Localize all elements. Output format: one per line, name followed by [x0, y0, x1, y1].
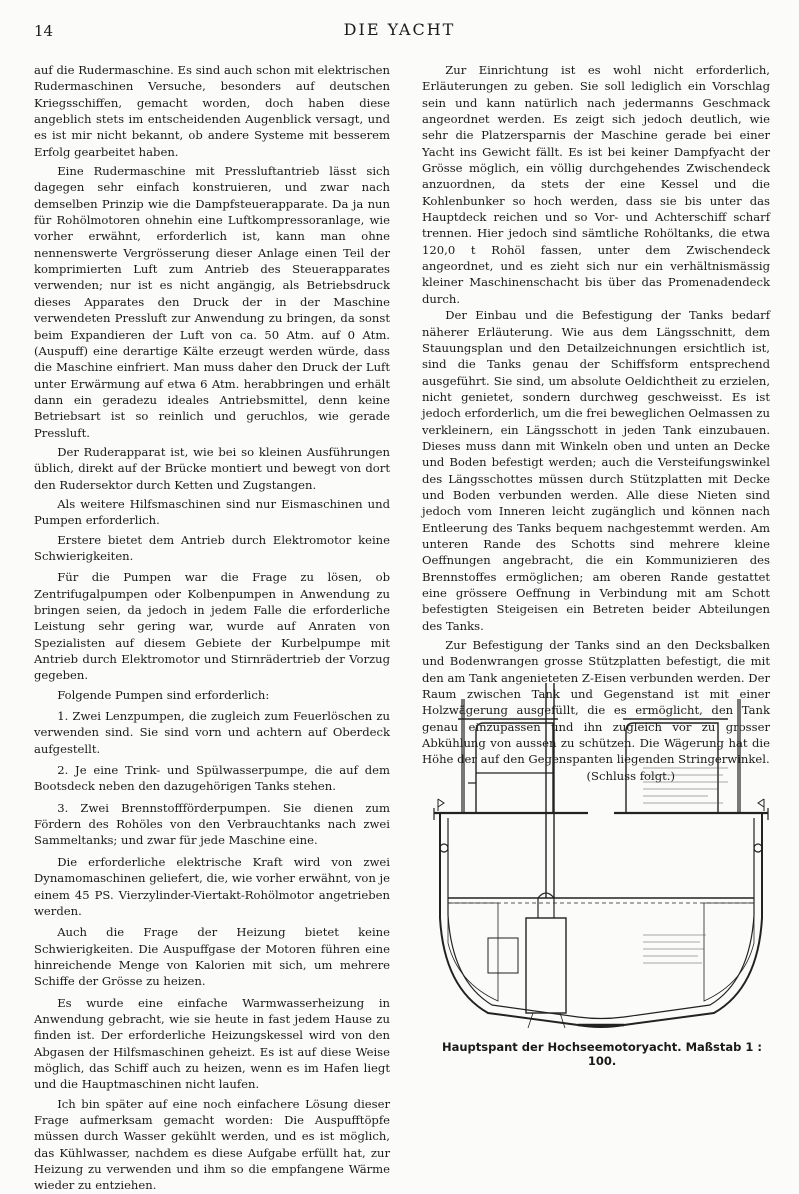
running-title: DIE YACHT: [343, 20, 456, 39]
paragraph: Ich bin später auf eine noch einfachere Lösung dieser Frage aufmerksam gemacht worden: Die Auspufftöpfe müssen durch Wasser gekühlt werden, und es ist möglich, das Kühlwasser, nachdem es diese Aufgabe erfüllt hat, zur Heizung zu verwenden und ihm so die empfangene Wärme wieder zu entziehen.: [34, 1096, 390, 1193]
paragraph: Der Einbau und die Befestigung der Tanks bedarf näherer Erläuterung. Wie aus dem Längsschnitt, dem Stauungsplan und den Detailzeichnungen ersichtlich ist, sind die Tanks genau der Schiffsform entsprechend ausgeführt. Sie sind, um absolute Oeldichtheit zu erzielen, nicht genietet, sondern durchweg geschweisst. Es ist jedoch erforderlich, um die frei beweglichen Oelmassen zu verkleinern, ein Längsschott in jeden Tank einzubauen. Dieses muss dann mit Winkeln oben und unten an Decke und Boden befestigt werden; auch die Versteifungswinkel des Längsschottes müssen durch Stützplatten mit Decke und Boden verbunden werden. Alle diese Nieten sind jedoch vom Inneren leicht zugänglich und können nach Entleerung des Tanks bequem nachgestemmt werden. Am unteren Rande des Schotts sind mehrere kleine Oeffnungen angebracht, die ein Kommunizieren des Brennstoffes ermöglichen; am oberen Rande gestattet eine grössere Oeffnung in Verbindung mit am Schott befestigten Steigeisen ein Betreten beider Abteilungen des Tanks.: [422, 308, 770, 633]
paragraph: Als weitere Hilfsmaschinen sind nur Eismaschinen und Pumpen erforderlich.: [34, 496, 390, 528]
list-item: 1. Zwei Lenzpumpen, die zugleich zum Feuerlöschen zu verwenden sind. Sie sind vorn und achtern auf Oberdeck aufgestellt.: [34, 709, 390, 756]
page-number: 14: [34, 22, 54, 40]
hull-outline: [440, 813, 762, 1027]
paragraph: Zur Einrichtung ist es wohl nicht erforderlich, Erläuterungen zu geben. Sie soll lediglich ein Vorschlag sein und kann natürlich nach jedermanns Geschmack angeordnet werden. Es zeigt sich jedoch deutlich, wie sehr die Platzersparnis der Maschine gerade bei einer Yacht ins Gewicht fällt. Es ist bei keiner Dampfyacht der Grösse möglich, ein völlig durchgehendes Zwischendeck anzuordnen, da stets der eine Kessel und die Kohlenbunker so hoch werden, dass sie bis unter das Hauptdeck reichen und so Vor- und Achterschiff scharf trennen. Hier jedoch sind sämtliche Rohöltanks, die etwa 120,0 t Rohöl fassen, unter dem Zwischendeck angeordnet, und es zieht sich nur ein verhältnismässig kleiner Maschinenschacht bis über das Promenadendeck durch.: [422, 63, 770, 306]
left-text-column: [34, 62, 390, 1194]
paragraph: Auch die Frage der Heizung bietet keine Schwierigkeiten. Die Auspuffgase der Motoren führen eine hinreichende Menge von Kalorien mit sich, um mehrere Schiffe der Grösse zu heizen.: [34, 925, 390, 989]
closing-note: (Schluss folgt.): [586, 768, 675, 783]
paragraph: Es wurde eine einfache Warmwasserheizung in Anwendung gebracht, wie sie heute in fast jedem Hause zu finden ist. Der erforderliche Heizungskessel wird von den Abgasen der Hilfsmaschinen geheizt. Es ist auf diese Weise möglich, das Schiff auch zu heizen, wenn es im Hafen liegt und die Hauptmaschinen nicht laufen.: [34, 995, 390, 1092]
list-item: 3. Zwei Brennstoffförderpumpen. Sie dienen zum Fördern des Rohöles von den Verbrauchtanks nach zwei Sammeltanks; und zwar für jede Maschine eine.: [34, 800, 390, 848]
midship-section-drawing: [428, 683, 774, 1033]
paragraph: Erstere bietet dem Antrieb durch Elektromotor keine Schwierigkeiten.: [34, 532, 390, 563]
paragraph: auf die Rudermaschine. Es sind auch schon mit elektrischen Rudermaschinen Versuche, besonders auf deutschen Kriegsschiffen, gemacht worden, doch haben diese angeblich stets im entscheidenden Augenblick versagt, und es ist mir nicht bekannt, ob andere Systeme mit besserem Erfolg gearbeitet haben.: [34, 63, 390, 159]
paragraph: Zur Befestigung der Tanks sind an den Decksbalken und Bodenwrangen grosse Stützplatten befestigt, die mit den am Tank angenieteten Z-Eisen verbunden werden. Der Raum zwischen Tank und Gegenstand ist mit einer Holzwägerung ausgefüllt, die es ermöglicht, den Tank genau einzupassen und ihn zugleich vor zu grosser Abkühlung von aussen zu schützen. Die Wägerung hat die Höhe der auf den Gegenspanten liegenden Stringerwinkel.: [422, 638, 770, 767]
paragraph: Der Ruderapparat ist, wie bei so kleinen Ausführungen üblich, direkt auf der Brücke montiert und bewegt von dort den Rudersektor durch Ketten und Zugstangen.: [34, 444, 390, 492]
list-item: 2. Je eine Trink- und Spülwasserpumpe, die auf dem Bootsdeck neben den dazugehörigen Tanks stehen.: [34, 763, 390, 794]
paragraph: Eine Rudermaschine mit Pressluftantrieb lässt sich dagegen sehr einfach konstruieren, und zwar nach demselben Prinzip wie die Dampfsteuerapparate. Da ja nun für Rohölmotoren ohnehin eine Luftkompressoranlage, wie vorher erwähnt, erforderlich ist, kann man ohne nennenswerte Vergrösserung dieser Anlage einen Teil der komprimierten Luft zum Antrieb des Steuerapparates verwenden; nur ist es nicht angängig, als Betriebsdruck dieses Apparates den Druck der in der Maschine verwendeten Pressluft zur Anwendung zu bringen, da sonst beim Expandieren der Luft von ca. 50 Atm. auf 0 Atm. (Auspuff) eine derartige Kälte erzeugt werden würde, dass die Maschine einfriert. Man muss daher den Druck der Luft unter Erwärmung auf etwa 6 Atm. herabbringen und erhält dann ein geradezu ideales Antriebsmittel, denn keine Betriebsart ist so reinlich und geruchlos, wie gerade Pressluft.: [34, 164, 390, 440]
paragraph: Folgende Pumpen sind erforderlich:: [57, 687, 270, 702]
hull-inner-line: [448, 818, 754, 1019]
figure-caption: Hauptspant der Hochseemotoryacht. Maßstab 1 : 100.: [441, 1040, 762, 1068]
paragraph: Die erforderliche elektrische Kraft wird von zwei Dynamomaschinen geliefert, die, wie vorher erwähnt, von je einem 45 PS. Vierzylinder-Viertakt-Rohölmotor angetrieben werden.: [34, 854, 390, 918]
right-text-column: [422, 62, 770, 784]
paragraph: Für die Pumpen war die Frage zu lösen, ob Zentrifugalpumpen oder Kolbenpumpen in Anwendung zu bringen seien, da jedoch in jedem Falle die erforderliche Leistung sehr gering war, wurde auf Anraten von Spezialisten auf diesem Gebiete der Kurbelpumpe mit Antrieb durch Elektromotor und Stirnrädertrieb der Vorzug gegeben.: [34, 570, 390, 683]
